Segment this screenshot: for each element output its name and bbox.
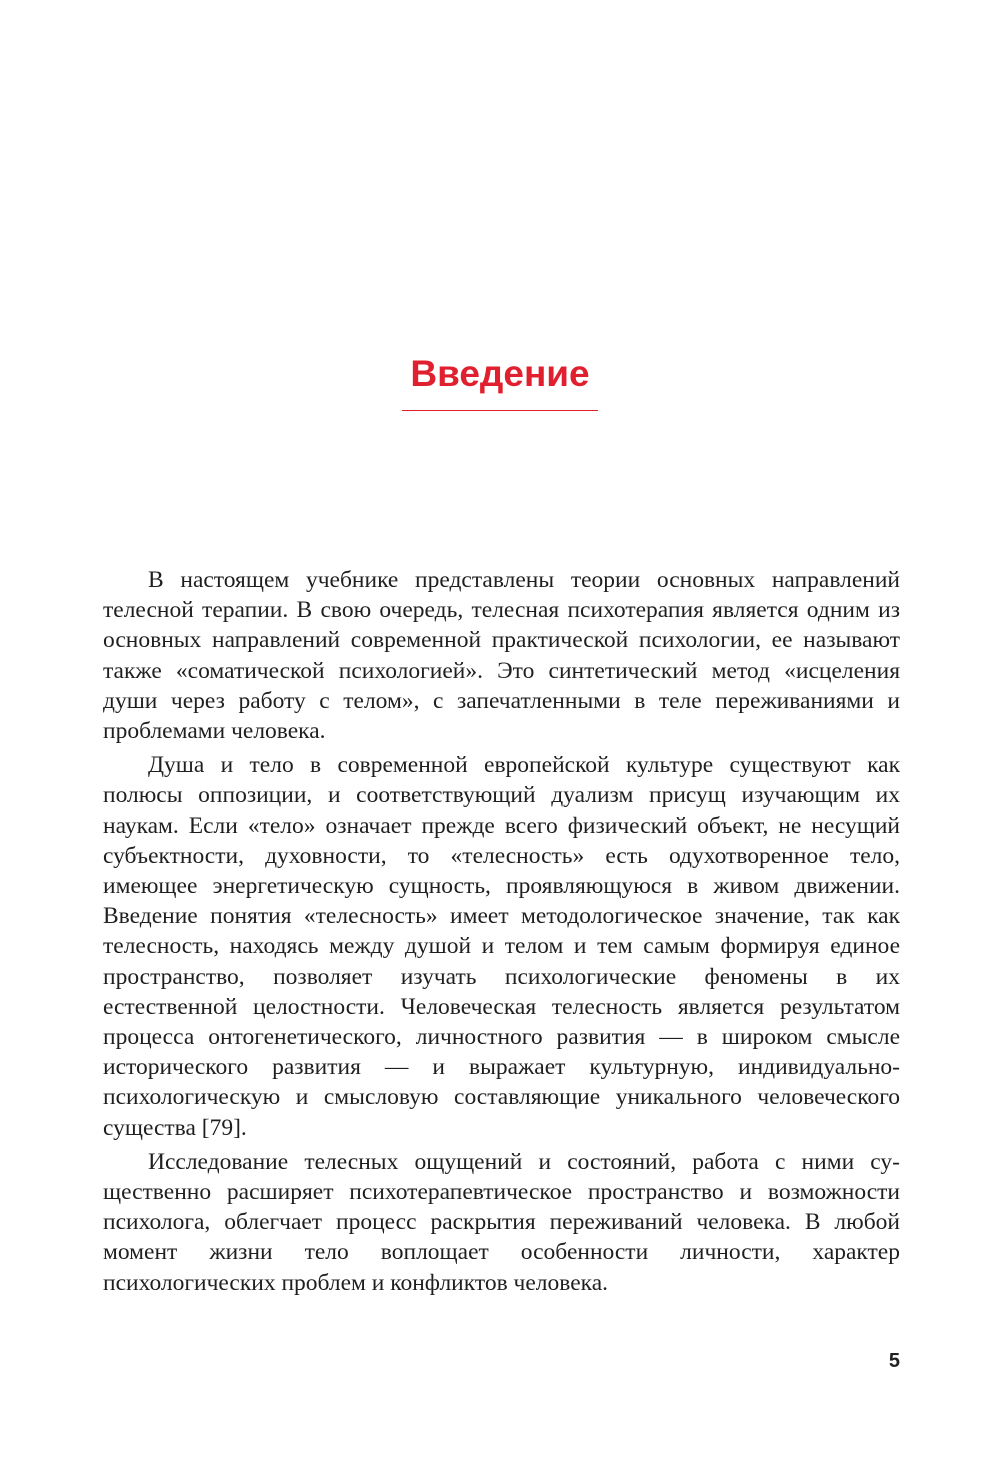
- chapter-title: Введение: [410, 353, 590, 394]
- paragraph-1: В настоящем учебнике представлены теории основных направлений телесной терапии. В свою очередь, телесная психотерапия является одним из основных направлений современной практической психологии, ее называют также «соматической психологией». Это синтетический метод «исцеления души через работу с телом», с запечатленными в теле переживаниями и проблемами человека.: [103, 567, 900, 745]
- paragraph-3: Исследование телесных ощущений и состояний, работа с ними существенно расширяет психотерапевтическое пространство и возможности психолога, облегчает процесс раскрытия переживаний человека. В любой момент жизни тело воплощает особенности личности, характер психологических проблем и конфликтов человека.: [103, 1148, 900, 1296]
- body-text: [103, 565, 900, 1302]
- page-number: 5: [888, 1350, 900, 1372]
- paragraph-2: Душа и тело в современной европейской культуре существуют как полюсы оппозиции, и соответствующий дуализм присущ изучающим их наукам. Если «тело» означает прежде всего физический объект, не несущий субъектности, духовности, то «телесность» есть одухотворенное тело, имеющее энергетическую сущность, проявляющуюся в живом движении. Введение понятия «телесность» имеет методологическое значение, так как телесность, находясь между душой и телом и тем самым формируя единое пространство, позволяет изучать психологические феномены в их естественной целостности. Человеческая телесность является результатом процесса онтогенетического, личностного развития — в широком смысле исторического развития — и выражает культурную, индивидуально-психологическую и смысловую составляющие уникального человеческого существа [79].: [103, 752, 900, 1141]
- title-underline: [402, 410, 598, 411]
